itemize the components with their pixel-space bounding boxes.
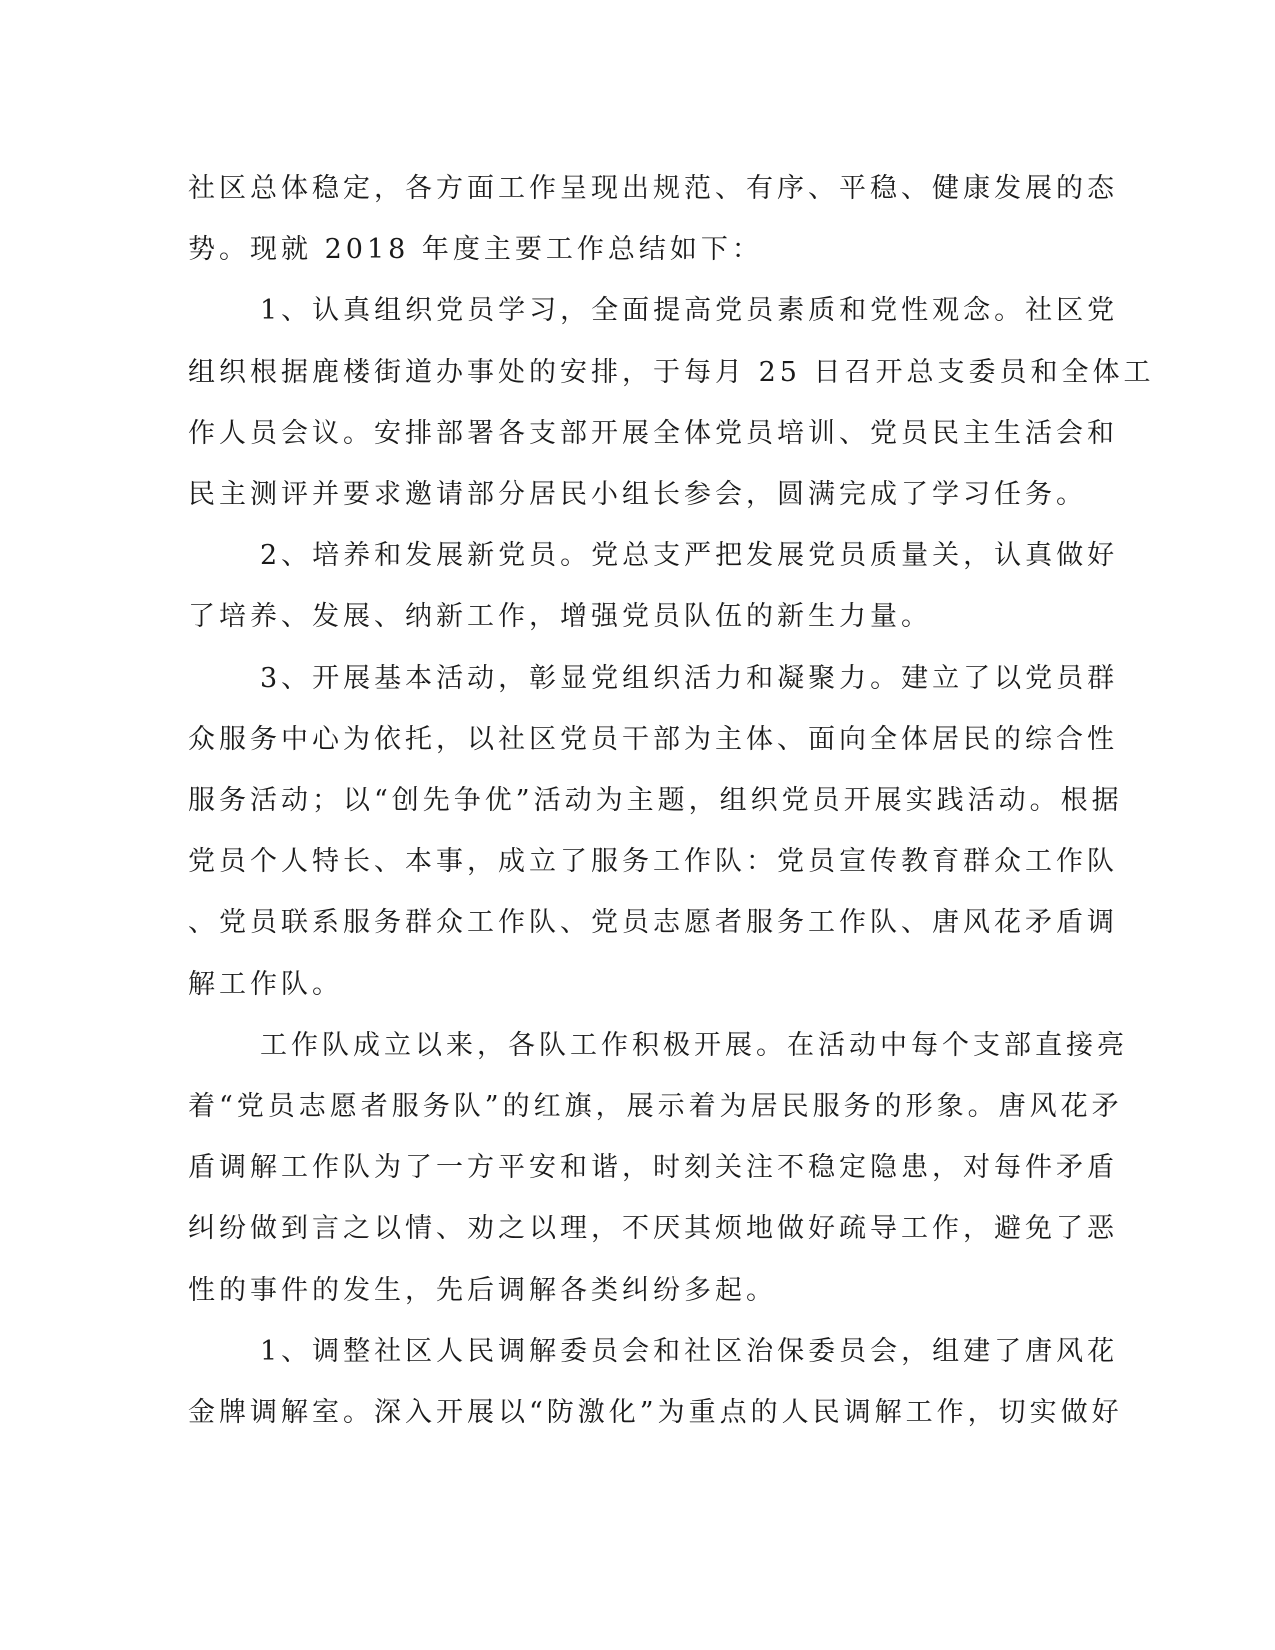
text-line: 势。现就 2018 年度主要工作总结如下：: [188, 234, 763, 266]
paragraph-mediation: [188, 1321, 1123, 1443]
paragraph-activities: [188, 648, 1123, 1015]
text-line: 工作队成立以来，各队工作积极开展。在活动中每个支部直接亮: [260, 1029, 1128, 1061]
text-line: 服务活动；以“创先争优”活动为主题，组织党员开展实践活动。根据: [188, 785, 1123, 817]
text-line: 社区总体稳定，各方面工作呈现出规范、有序、平稳、健康发展的态: [188, 173, 1118, 204]
text-line: 组织根据鹿楼街道办事处的安排，于每月 25 日召开总支委员和全体工: [188, 356, 1155, 388]
text-line: 纠纷做到言之以情、劝之以理，不厌其烦地做好疏导工作，避免了恶: [188, 1213, 1118, 1245]
text-line: 、党员联系服务群众工作队、党员志愿者服务工作队、唐风花矛盾调: [188, 907, 1118, 939]
text-line: 着“党员志愿者服务队”的红旗，展示着为居民服务的形象。唐风花矛: [188, 1091, 1123, 1123]
text-line: 众服务中心为依托，以社区党员干部为主体、面向全体居民的综合性: [188, 723, 1118, 755]
paragraph-intro: [188, 158, 1118, 280]
text-line: 1、认真组织党员学习，全面提高党员素质和党性观念。社区党: [260, 295, 1119, 327]
text-line: 1、调整社区人民调解委员会和社区治保委员会，组建了唐风花: [260, 1335, 1119, 1367]
paragraph-work-teams: [188, 1015, 1128, 1321]
text-line: 金牌调解室。深入开展以“防激化”为重点的人民调解工作，切实做好: [188, 1397, 1123, 1429]
paragraph-recruit: [188, 525, 1119, 647]
text-line: 性的事件的发生，先后调解各类纠纷多起。: [188, 1274, 777, 1306]
document-body: [188, 158, 1155, 1443]
text-line: 民主测评并要求邀请部分居民小组长参会，圆满完成了学习任务。: [188, 479, 1087, 511]
text-line: 党员个人特长、本事，成立了服务工作队：党员宣传教育群众工作队: [188, 846, 1118, 878]
text-line: 作人员会议。安排部署各支部开展全体党员培训、党员民主生活会和: [188, 417, 1118, 449]
text-line: 3、开展基本活动，彰显党组织活力和凝聚力。建立了以党员群: [260, 662, 1119, 694]
paragraph-study: [188, 280, 1155, 525]
text-line: 了培养、发展、纳新工作，增强党员队伍的新生力量。: [188, 601, 932, 633]
text-line: 解工作队。: [188, 968, 343, 1000]
text-line: 盾调解工作队为了一方平安和谐，时刻关注不稳定隐患，对每件矛盾: [188, 1152, 1118, 1184]
text-line: 2、培养和发展新党员。党总支严把发展党员质量关，认真做好: [260, 540, 1119, 572]
